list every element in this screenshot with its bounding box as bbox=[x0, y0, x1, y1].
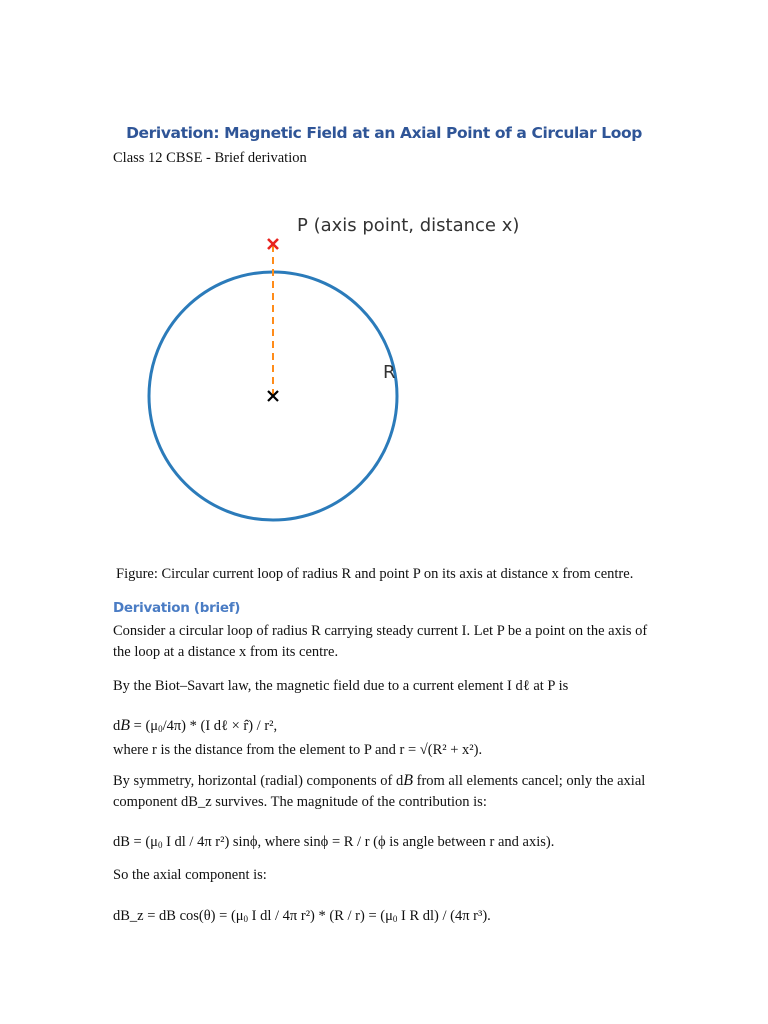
equation-dbz bbox=[113, 906, 663, 930]
section-heading: Derivation (brief) bbox=[113, 600, 241, 616]
loop-figure bbox=[113, 190, 583, 550]
paragraph-axial: So the axial component is: bbox=[113, 867, 267, 883]
page-subtitle: Class 12 CBSE - Brief derivation bbox=[113, 150, 307, 166]
paragraph-biot-savart: By the Biot–Savart law, the magnetic field due to a current element I dℓ at P is bbox=[113, 678, 569, 694]
text-part: By symmetry, horizontal (radial) components of d bbox=[113, 773, 404, 789]
equation-where: where r is the distance from the element to P and r = √(R² + x²). bbox=[113, 742, 483, 758]
figure-caption: Figure: Circular current loop of radius R and point P on its axis at distance x from centre. bbox=[116, 566, 634, 582]
eq-part: dB_z = dB cos(θ) = (μ bbox=[113, 908, 244, 924]
equation-line bbox=[113, 715, 663, 740]
equation-biot-savart bbox=[113, 715, 663, 761]
point-p-label: P (axis point, distance x) bbox=[297, 215, 520, 236]
eq-subscript: 0 bbox=[158, 724, 163, 734]
eq-part: I dl / 4π r²) * (R / r) = (μ bbox=[248, 908, 393, 924]
eq-b-symbol: B bbox=[403, 772, 413, 789]
eq-part: /4π) * (I dℓ × r̂) / r², bbox=[162, 718, 278, 734]
text-part: from all elements cancel; only the axial component dB_z survives. The magnitude of the contribution is: bbox=[113, 773, 646, 810]
equation-db bbox=[113, 832, 663, 856]
eq-part: = (μ bbox=[130, 718, 159, 734]
eq-d: d bbox=[113, 718, 121, 734]
eq-part: I dl / 4π r²) sinϕ, where sinϕ = R / r (ϕ is angle between r and axis). bbox=[162, 834, 555, 850]
eq-part: dB = (μ bbox=[113, 834, 158, 850]
eq-subscript: 0 bbox=[243, 914, 249, 924]
page-title: Derivation: Magnetic Field at an Axial Point of a Circular Loop bbox=[126, 124, 642, 142]
eq-subscript: 0 bbox=[157, 840, 163, 850]
paragraph-symmetry bbox=[113, 770, 663, 813]
paragraph-setup: Consider a circular loop of radius R carrying steady current I. Let P be a point on the axis of the loop at a distance x from its centre. bbox=[113, 623, 648, 660]
loop-diagram bbox=[113, 190, 583, 550]
radius-label: R bbox=[383, 362, 396, 383]
eq-b-symbol: B bbox=[120, 717, 131, 734]
eq-subscript: 0 bbox=[392, 914, 398, 924]
eq-part: I R dl) / (4π r³). bbox=[397, 908, 491, 924]
